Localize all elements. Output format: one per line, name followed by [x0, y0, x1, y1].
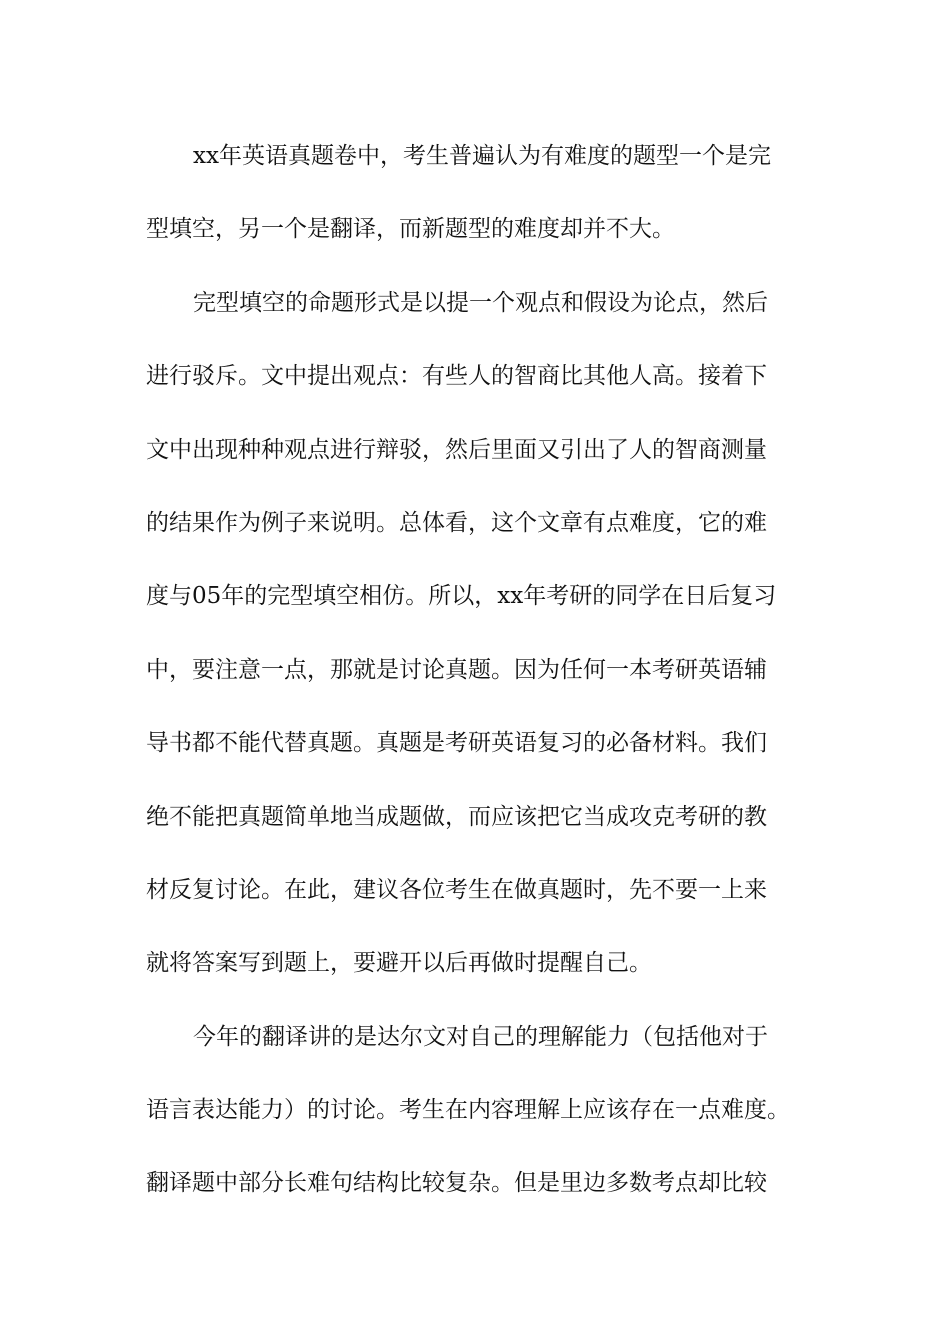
text-line: 翻译题中部分长难句结构比较复杂。但是里边多数考点却比较 — [146, 1170, 767, 1197]
paragraph-3 — [146, 1001, 810, 1221]
document-body — [146, 120, 810, 1221]
text-line: 导书都不能代替真题。真题是考研英语复习的必备材料。我们 — [146, 730, 767, 757]
text-line: 就将答案写到题上，要避开以后再做时提醒自己。 — [146, 950, 652, 977]
paragraph-2 — [146, 267, 810, 1001]
text-line: 材反复讨论。在此，建议各位考生在做真题时，先不要一上来 — [146, 876, 767, 903]
text-line: 的结果作为例子来说明。总体看，这个文章有点难度，它的难 — [146, 509, 767, 536]
text-line: 中，要注意一点，那就是讨论真题。因为任何一本考研英语辅 — [146, 656, 767, 683]
text-line: 今年的翻译讲的是达尔文对自己的理解能力（包括他对于 — [193, 1023, 768, 1050]
paragraph-1 — [146, 120, 810, 267]
text-line: xx年英语真题卷中，考生普遍认为有难度的题型一个是完 — [193, 143, 771, 169]
text-line: 绝不能把真题简单地当成题做，而应该把它当成攻克考研的教 — [146, 803, 767, 830]
text-line: 文中出现种种观点进行辩驳，然后里面又引出了人的智商测量 — [146, 436, 767, 463]
text-line: 度与05年的完型填空相仿。所以，xx年考研的同学在日后复习 — [146, 583, 777, 610]
text-line: 进行驳斥。文中提出观点：有些人的智商比其他人高。接着下 — [146, 363, 767, 390]
text-line: 型填空，另一个是翻译，而新题型的难度却并不大。 — [146, 216, 675, 243]
text-line: 语言表达能力）的讨论。考生在内容理解上应该存在一点难度。 — [146, 1097, 790, 1124]
text-line: 完型填空的命题形式是以提一个观点和假设为论点，然后 — [193, 289, 768, 316]
